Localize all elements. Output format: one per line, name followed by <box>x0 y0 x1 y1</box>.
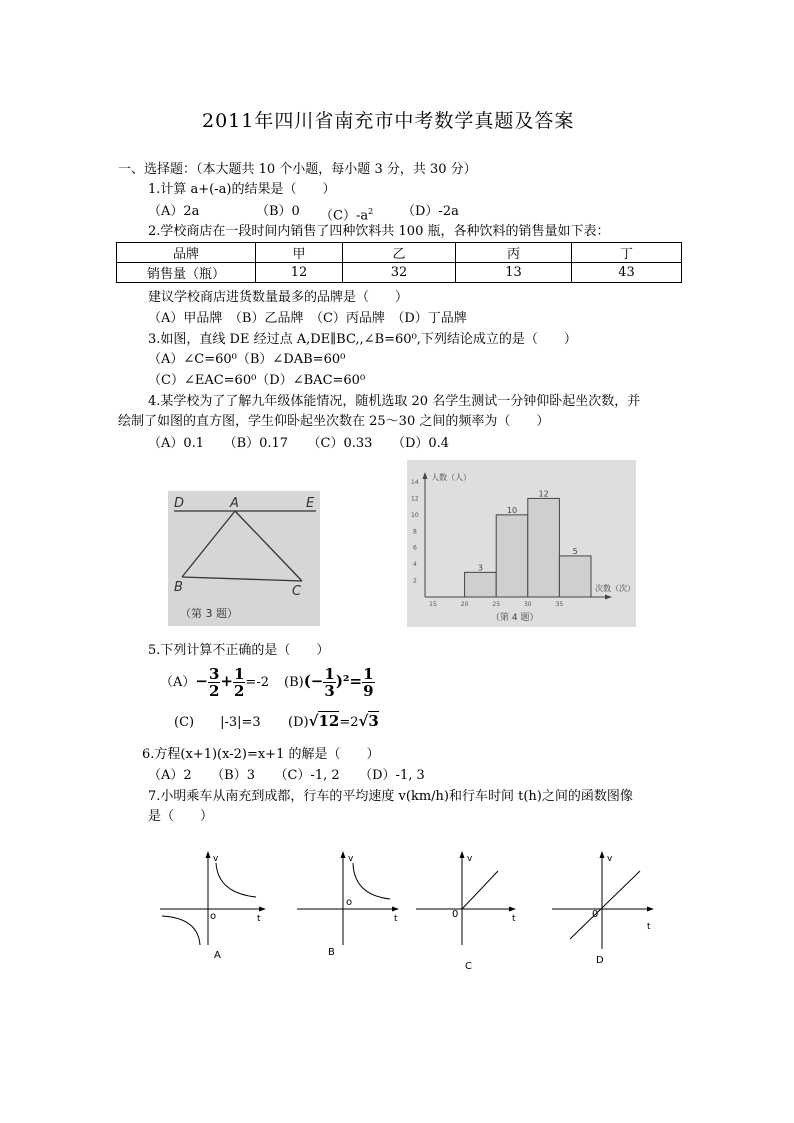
x-tick-label: 35 <box>555 601 564 608</box>
table-cell: 13 <box>456 263 572 283</box>
histogram-chart <box>407 460 636 627</box>
q3-options-1: （A）∠C=60⁰（B）∠DAB=60⁰ <box>148 352 346 367</box>
triangle-figure <box>168 491 320 626</box>
y-tick-label: 6 <box>413 544 417 552</box>
graph-a <box>160 851 266 961</box>
q1-option-d: （D）-2a <box>402 204 459 219</box>
graph-c-t-label: t <box>512 914 516 924</box>
sales-table <box>116 242 682 283</box>
q6-options: （A）2 （B）3 （C）-1, 2 （D）-1, 3 <box>148 768 425 783</box>
y-tick-label: 12 <box>411 495 419 503</box>
q7-stem-line-1: 7.小明乘车从南充到成都，行车的平均速度 v(km/h)和行车时间 t(h)之间的函数图像 <box>148 789 633 804</box>
x-tick-label: 30 <box>523 601 532 608</box>
bar-value-label: 5 <box>572 546 578 556</box>
histogram-bar <box>559 556 591 597</box>
graph-d <box>552 851 654 966</box>
table-header-row <box>117 243 682 263</box>
q6-stem: 6.方程(x+1)(x-2)=x+1 的解是（ ） <box>142 747 380 762</box>
graph-c-label: C <box>465 961 472 972</box>
q5-option-c: (C) |-3|=3 <box>174 715 261 730</box>
table-row <box>117 263 682 283</box>
table-header-cell: 乙 <box>343 243 456 263</box>
table-cell: 32 <box>343 263 456 283</box>
q2-question: 建议学校商店进货数量最多的品牌是（ ） <box>148 290 409 305</box>
graph-a-v-label: v <box>213 854 219 864</box>
segment-bc <box>182 577 302 581</box>
q1-stem: 1.计算 a+(-a)的结果是（ ） <box>148 182 336 197</box>
q2-stem: 2.学校商店在一段时间内销售了四种饮料共 100 瓶，各种饮料的销售量如下表： <box>148 224 610 239</box>
graph-a-label: A <box>214 950 221 961</box>
y-axis-arrow <box>423 472 428 479</box>
q2-options: （A）甲品牌 （B）乙品牌 （C）丙品牌 （D）丁品牌 <box>148 311 467 326</box>
y-tick-label: 8 <box>413 528 417 536</box>
graph-c-origin: 0 <box>452 909 459 920</box>
graph-d-origin: 0 <box>592 909 599 920</box>
segment-ac <box>235 511 302 581</box>
q5-stem: 5.下列计算不正确的是（ ） <box>148 643 330 658</box>
q3-stem: 3.如图，直线 DE 经过点 A,DE∥BC,,∠B=60⁰,下列结论成立的是（ ） <box>148 332 577 347</box>
table-header-cell: 甲 <box>256 243 343 263</box>
figure-3-caption: （第 3 题） <box>180 607 238 620</box>
y-tick-label: 4 <box>413 561 417 569</box>
x-tick-label: 20 <box>460 601 469 608</box>
q5-option-a: （A）− $\frac{3}{2}$ + $\frac{1}{2}$ =-2 <box>160 665 269 700</box>
label-b: B <box>174 580 183 595</box>
q5-option-b: (B)(− $\frac{1}{3}$ )²= $\frac{1}{9}$ <box>284 665 374 700</box>
q5-option-d: (D)√12=2√3 <box>288 712 379 730</box>
x-axis-label: 次数（次） <box>595 584 635 593</box>
section-heading: 一、选择题：（本大题共 10 个小题，每小题 3 分，共 30 分） <box>118 162 477 177</box>
table-header-cell: 品牌 <box>117 243 256 263</box>
histogram-bar <box>528 498 560 597</box>
y-tick-label: 2 <box>413 577 417 585</box>
y-axis-label: 人数（人） <box>431 473 471 482</box>
bar-value-label: 3 <box>477 563 483 573</box>
label-e: E <box>306 496 315 511</box>
label-a: A <box>230 496 239 511</box>
graph-a-t-label: t <box>257 914 261 924</box>
q4-stem-line-1: 4.某学校为了了解九年级体能情况，随机选取 20 名学生测试一分钟仰卧起坐次数，并 <box>148 394 641 409</box>
histogram-bar <box>465 572 497 597</box>
x-tick-labels <box>429 601 563 608</box>
x-axis-arrow <box>605 595 612 600</box>
graph-c-v-label: v <box>467 854 473 864</box>
q7-stem-line-2: 是（ ） <box>148 809 214 824</box>
graph-d-label: D <box>596 955 604 966</box>
table-header-cell: 丁 <box>572 243 682 263</box>
label-d: D <box>174 496 185 511</box>
page-title: 2011年四川省南充市中考数学真题及答案 <box>202 110 575 132</box>
segment-ab <box>182 511 235 577</box>
q3-options-2: （C）∠EAC=60⁰（D）∠BAC=60⁰ <box>148 373 366 388</box>
figure-4 <box>407 460 636 627</box>
graph-b-origin: o <box>346 897 353 908</box>
graph-b-t-label: t <box>394 914 398 924</box>
histogram-bar <box>496 515 528 597</box>
y-tick-labels <box>411 479 419 585</box>
figure-3 <box>168 491 320 626</box>
graph-c <box>416 851 516 972</box>
q1-option-c: $(C)-a^2$ <box>320 207 374 224</box>
bar-value-label: 12 <box>538 489 549 499</box>
q4-stem-line-2: 绘制了如图的直方图，学生仰卧起坐次数在 25～30 之间的频率为（ ） <box>118 414 550 429</box>
table-header-cell: 丙 <box>456 243 572 263</box>
q4-options: （A）0.1 （B）0.17 （C）0.33 （D）0.4 <box>148 436 450 451</box>
x-tick-label: 25 <box>492 601 501 608</box>
y-tick-label: 10 <box>411 511 419 519</box>
q1-option-a: （A）2a <box>148 204 200 219</box>
graph-d-v-label: v <box>607 854 613 864</box>
graph-b-label: B <box>328 947 335 958</box>
table-cell: 销售量（瓶） <box>117 263 256 283</box>
graph-b-v-label: v <box>348 854 354 864</box>
figure-4-caption: （第 4 题） <box>491 613 539 623</box>
graph-b <box>297 851 399 958</box>
graph-d-t-label: t <box>647 922 651 932</box>
label-c: C <box>292 584 302 599</box>
bar-value-label: 10 <box>506 505 518 515</box>
y-tick-label: 14 <box>411 479 419 486</box>
graph-a-origin: o <box>210 911 217 922</box>
x-tick-label: 15 <box>429 601 437 608</box>
table-cell: 12 <box>256 263 343 283</box>
table-cell: 43 <box>572 263 682 283</box>
q7-graphs <box>150 845 680 975</box>
q1-option-b: （B）0 <box>256 204 300 219</box>
